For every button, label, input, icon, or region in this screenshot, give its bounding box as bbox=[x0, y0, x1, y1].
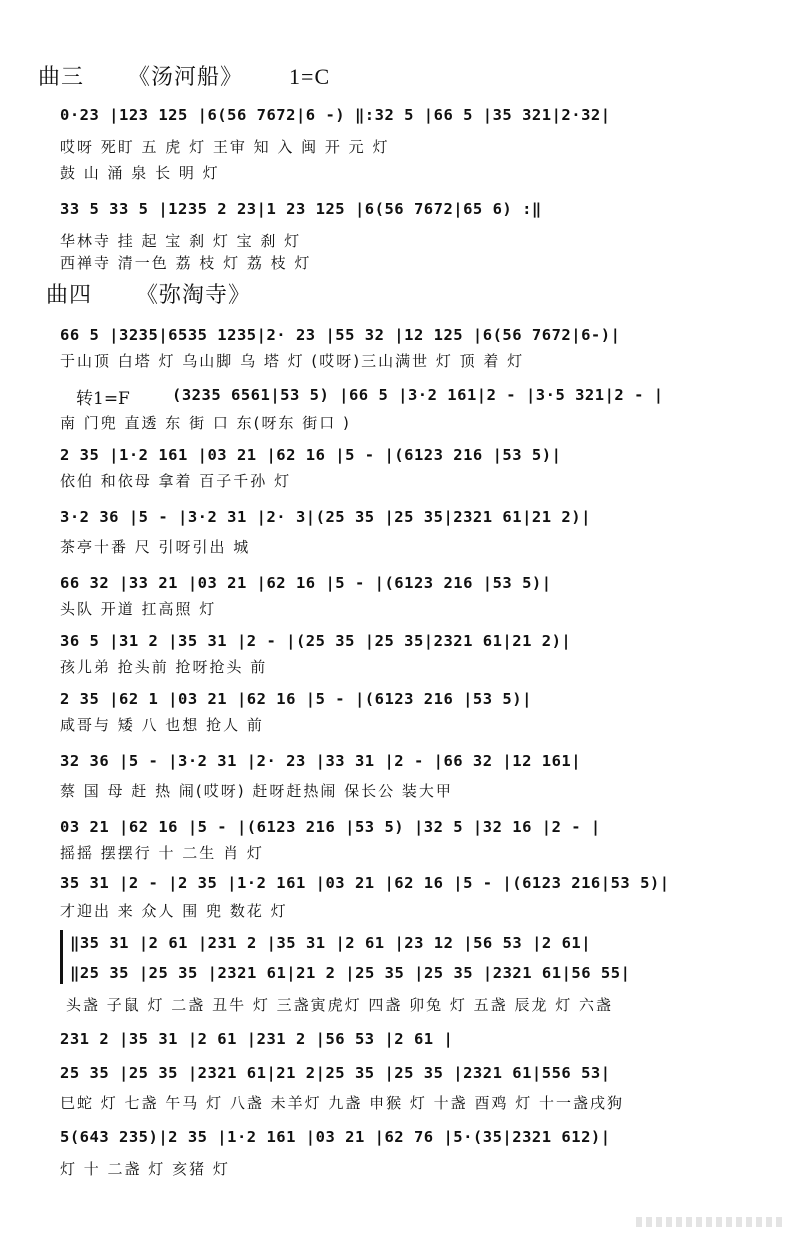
lyric-line: 才迎出 来 众人 围 兜 数花 灯 bbox=[60, 902, 288, 920]
score-line: 33 5 33 5 |1235 2 23|1 23 125 |6(56 7672|65 6) :‖ bbox=[60, 200, 542, 218]
watermark bbox=[636, 1217, 786, 1227]
piece4-name: 《弥淘寺》 bbox=[136, 283, 252, 308]
lyric-line: 南 门兜 直透 东 街 口 东(呀东 街口 ) bbox=[60, 414, 351, 432]
score-line: 3·2 36 |5 - |3·2 31 |2· 3|(25 35 |25 35|2321 61|21 2)| bbox=[60, 508, 591, 526]
lyric-line: 咸哥与 矮 八 也想 抢人 前 bbox=[60, 716, 264, 734]
score-line: 2 35 |62 1 |03 21 |62 16 |5 - |(6123 216 |53 5)| bbox=[60, 690, 532, 708]
score-line: 03 21 |62 16 |5 - |(6123 216 |53 5) |32 5 |32 16 |2 - | bbox=[60, 818, 601, 836]
piece4-title bbox=[46, 278, 289, 309]
score-line: 0·23 |123 125 |6(56 7672|6 -) ‖:32 5 |66 5 |35 321|2·32| bbox=[60, 106, 611, 124]
lyric-line: 头盏 子鼠 灯 二盏 丑牛 灯 三盏寅虎灯 四盏 卯兔 灯 五盏 辰龙 灯 六盏 bbox=[66, 996, 613, 1014]
piece4-number: 曲四 bbox=[46, 283, 93, 308]
lyric-line: 头队 开道 扛高照 灯 bbox=[60, 600, 217, 618]
score-line: 231 2 |35 31 |2 61 |231 2 |56 53 |2 61 | bbox=[60, 1030, 454, 1048]
score-line: 36 5 |31 2 |35 31 |2 - |(25 35 |25 35|2321 61|21 2)| bbox=[60, 632, 572, 650]
score-line: 66 32 |33 21 |03 21 |62 16 |5 - |(6123 216 |53 5)| bbox=[60, 574, 552, 592]
score-line: 2 35 |1·2 161 |03 21 |62 16 |5 - |(6123 216 |53 5)| bbox=[60, 446, 562, 464]
lyric-line: 于山顶 白塔 灯 乌山脚 乌 塔 灯 (哎呀)三山满世 灯 顶 着 灯 bbox=[60, 352, 525, 370]
lyric-line: 灯 十 二盏 灯 亥猪 灯 bbox=[60, 1160, 230, 1178]
piece3-number: 曲三 bbox=[38, 65, 85, 90]
key-change: 转1=F bbox=[76, 389, 130, 409]
score-line-lower: ‖25 35 |25 35 |2321 61|21 2 |25 35 |25 35 |2321 61|56 55| bbox=[70, 964, 631, 982]
score-line: 66 5 |3235|6535 1235|2· 23 |55 32 |12 125 |6(56 7672|6-)| bbox=[60, 326, 621, 344]
lyric-line: 哎呀 死盯 五 虎 灯 王审 知 入 闽 开 元 灯 bbox=[60, 138, 390, 156]
piece3-key: 1=C bbox=[289, 64, 331, 89]
piece3-title bbox=[38, 60, 330, 91]
lyric-line: 蔡 国 母 赶 热 闹(哎呀) 赶呀赶热闹 保长公 装大甲 bbox=[60, 782, 453, 800]
lyric-line: 茶亭十番 尺 引呀引出 城 bbox=[60, 538, 251, 556]
lyric-line: 孩儿弟 抢头前 抢呀抢头 前 bbox=[60, 658, 268, 676]
lyric-line: 巳蛇 灯 七盏 午马 灯 八盏 未羊灯 九盏 申猴 灯 十盏 酉鸡 灯 十一盏戌狗 bbox=[60, 1094, 624, 1112]
piece3-name: 《汤河船》 bbox=[128, 65, 244, 90]
lyric-line: 西禅寺 清一色 荔 枝 灯 荔 枝 灯 bbox=[60, 254, 312, 272]
score-line: 35 31 |2 - |2 35 |1·2 161 |03 21 |62 16 |5 - |(6123 216|53 5)| bbox=[60, 874, 670, 892]
section-bar bbox=[60, 930, 63, 984]
score-line-lower: 25 35 |25 35 |2321 61|21 2|25 35 |25 35 |2321 61|556 53| bbox=[60, 1064, 611, 1082]
score-line: (3235 6561|53 5) |66 5 |3·2 161|2 - |3·5 321|2 - | bbox=[172, 386, 664, 404]
score-line: 5(643 235)|2 35 |1·2 161 |03 21 |62 76 |5·(35|2321 612)| bbox=[60, 1128, 611, 1146]
lyric-line: 摇摇 摆摆行 十 二生 肖 灯 bbox=[60, 844, 264, 862]
score-line: 32 36 |5 - |3·2 31 |2· 23 |33 31 |2 - |66 32 |12 161| bbox=[60, 752, 582, 770]
lyric-line: 鼓 山 涌 泉 长 明 灯 bbox=[60, 164, 220, 182]
lyric-line: 依伯 和依母 拿着 百子千孙 灯 bbox=[60, 472, 292, 490]
lyric-line: 华林寺 挂 起 宝 刹 灯 宝 刹 灯 bbox=[60, 232, 302, 250]
score-line: ‖35 31 |2 61 |231 2 |35 31 |2 61 |23 12 |56 53 |2 61| bbox=[70, 934, 592, 952]
